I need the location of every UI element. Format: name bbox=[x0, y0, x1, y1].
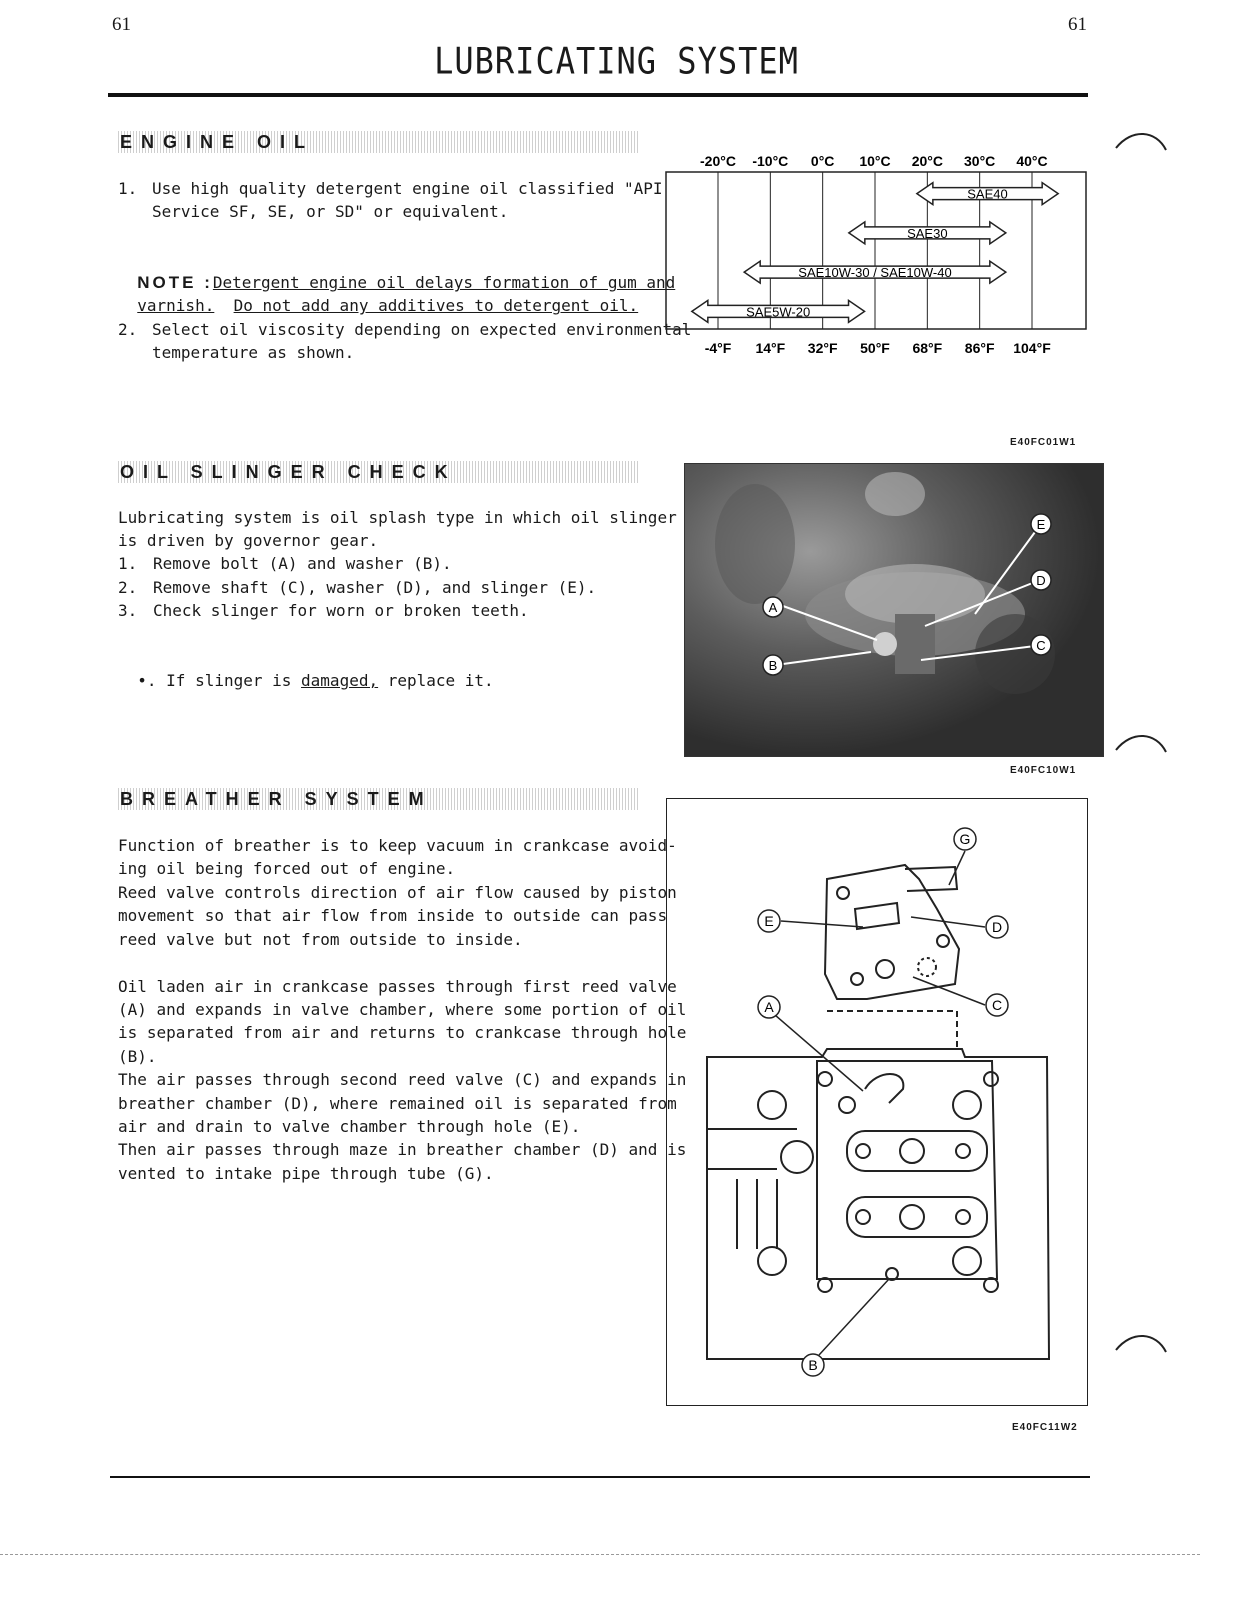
photo-label-e: E bbox=[1036, 517, 1046, 532]
bullet-text-c: replace it. bbox=[378, 671, 494, 691]
slinger-bullet bbox=[118, 646, 494, 693]
breather-para2-line7: air and drain to valve chamber through hole (E). bbox=[118, 1117, 581, 1136]
oil-slinger-figure-code: E40FC10W1 bbox=[1010, 765, 1077, 776]
engine-oil-item1-line1: Use high quality detergent engine oil classified "API bbox=[152, 179, 663, 198]
breather-diagram bbox=[667, 799, 1087, 1405]
chart-top-tick-label: -10°C bbox=[752, 153, 789, 169]
breather-para1-line1: Function of breather is to keep vacuum in crankcase avoid- bbox=[118, 836, 677, 855]
chart-top-tick-label: 30°C bbox=[964, 153, 996, 169]
page-title: LUBRICATING SYSTEM bbox=[434, 39, 799, 83]
note-label: NOTE : bbox=[137, 273, 213, 293]
engine-oil-item1-line2: Service SF, SE, or SD" or equivalent. bbox=[152, 202, 509, 221]
breather-para2-line8: Then air passes through maze in breather chamber (D) and is bbox=[118, 1140, 687, 1159]
engine-oil-item2-line1: Select oil viscosity depending on expected environmental bbox=[152, 320, 692, 339]
oil-slinger-intro-line1: Lubricating system is oil splash type in which oil slinger bbox=[118, 508, 677, 527]
oil-viscosity-chart bbox=[660, 140, 1090, 365]
photo-label-b: B bbox=[768, 658, 778, 673]
photo-label-a: A bbox=[768, 600, 778, 615]
title-rule bbox=[108, 93, 1088, 97]
chart-range-label: SAE40 bbox=[967, 186, 1008, 202]
binding-mark-3 bbox=[1112, 1330, 1172, 1370]
engine-oil-heading: ENGINE OIL bbox=[118, 131, 640, 153]
step-2-num: 2. bbox=[118, 578, 138, 597]
note-block-line2 bbox=[118, 271, 638, 318]
note-line2b: Do not add any additives to detergent oil. bbox=[233, 296, 639, 316]
photo-label-d: D bbox=[1036, 573, 1046, 588]
chart-top-tick-label: -20°C bbox=[700, 153, 736, 169]
chart-range-label: SAE5W-20 bbox=[746, 304, 811, 320]
chart-bottom-tick-label: 86°F bbox=[964, 340, 995, 356]
chart-top-tick-label: 0°C bbox=[810, 153, 835, 169]
breather-para2-line4: (B). bbox=[118, 1047, 157, 1066]
chart-range-label: SAE30 bbox=[907, 225, 948, 241]
chart-bottom-tick-label: 32°F bbox=[807, 340, 838, 356]
chart-bottom-tick-label: 14°F bbox=[755, 340, 786, 356]
chart-top-tick-label: 20°C bbox=[911, 153, 943, 169]
breather-para1-line5: reed valve but not from outside to inside. bbox=[118, 930, 523, 949]
page-number-right: 61 bbox=[1068, 14, 1087, 35]
bullet-text-a: If slinger is bbox=[166, 671, 302, 691]
bullet-text-b: damaged, bbox=[301, 671, 379, 691]
engine-oil-figure-code: E40FC01W1 bbox=[1010, 437, 1077, 448]
breather-figure-code: E40FC11W2 bbox=[1012, 1422, 1078, 1433]
engine-oil-item1-num: 1. bbox=[118, 179, 138, 198]
step-3-num: 3. bbox=[118, 601, 138, 620]
diagram-label-d: D bbox=[991, 919, 1003, 935]
breather-para2-line5: The air passes through second reed valve (C) and expands in bbox=[118, 1070, 687, 1089]
note-line1: Detergent engine oil delays formation of gum and bbox=[212, 273, 676, 293]
breather-para2-line9: vented to intake pipe through tube (G). bbox=[118, 1164, 494, 1183]
breather-para1-line3: Reed valve controls direction of air flow caused by piston bbox=[118, 883, 677, 902]
oil-slinger-intro-line2: is driven by governor gear. bbox=[118, 531, 379, 550]
diagram-label-e: E bbox=[764, 913, 774, 929]
step-1-text: Remove bolt (A) and washer (B). bbox=[153, 554, 452, 573]
breather-para2-line3: is separated from air and returns to crankcase through hole bbox=[118, 1023, 687, 1042]
step-1-num: 1. bbox=[118, 554, 138, 573]
page-number-left: 61 bbox=[112, 14, 131, 35]
breather-cover bbox=[825, 865, 959, 999]
chart-top-tick-label: 40°C bbox=[1016, 153, 1048, 169]
diagram-label-a: A bbox=[764, 999, 774, 1015]
binding-mark-2 bbox=[1112, 730, 1172, 770]
diagram-label-c: C bbox=[991, 997, 1003, 1013]
bullet-mark: •. bbox=[137, 671, 157, 691]
breather-para1-line2: ing oil being forced out of engine. bbox=[118, 859, 456, 878]
bottom-rule bbox=[110, 1476, 1090, 1478]
oil-slinger-heading: OIL SLINGER CHECK bbox=[118, 461, 640, 483]
breather-para2-line1: Oil laden air in crankcase passes through first reed valve bbox=[118, 977, 677, 996]
breather-diagram-frame bbox=[666, 798, 1088, 1406]
photo-overlay bbox=[685, 464, 1103, 756]
engine-oil-item2-line2: temperature as shown. bbox=[152, 343, 355, 362]
diagram-label-b: B bbox=[808, 1357, 818, 1373]
step-3-text: Check slinger for worn or broken teeth. bbox=[153, 601, 529, 620]
chart-top-tick-label: 10°C bbox=[859, 153, 891, 169]
photo-label-c: C bbox=[1036, 638, 1046, 653]
note-line2a: varnish. bbox=[137, 296, 215, 316]
chart-bottom-tick-label: -4°F bbox=[704, 340, 732, 356]
chart-bottom-tick-label: 104°F bbox=[1013, 340, 1051, 356]
breather-para2-line6: breather chamber (D), where remained oil is separated from bbox=[118, 1094, 677, 1113]
breather-para1-line4: movement so that air flow from inside to outside can pass bbox=[118, 906, 668, 925]
breather-para2-line2: (A) and expands in valve chamber, where some portion of oil bbox=[118, 1000, 687, 1019]
binding-mark-1 bbox=[1112, 128, 1172, 168]
chart-bottom-tick-label: 68°F bbox=[912, 340, 943, 356]
diagram-label-g: G bbox=[959, 831, 971, 847]
oil-slinger-photo bbox=[684, 463, 1104, 757]
scan-edge-line bbox=[0, 1554, 1200, 1555]
chart-range-label: SAE10W-30 / SAE10W-40 bbox=[798, 265, 952, 281]
engine-oil-item2-num: 2. bbox=[118, 320, 138, 339]
chart-bottom-tick-label: 50°F bbox=[860, 340, 890, 356]
step-2-text: Remove shaft (C), washer (D), and slinger (E). bbox=[153, 578, 597, 597]
breather-heading: BREATHER SYSTEM bbox=[118, 788, 640, 810]
cylinder-head bbox=[707, 1049, 1049, 1359]
